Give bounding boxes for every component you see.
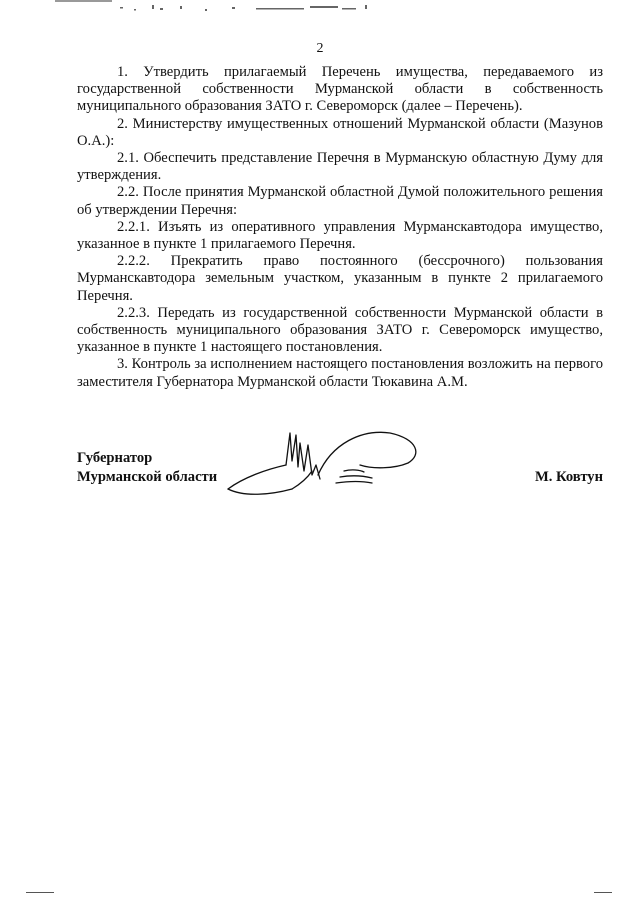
paragraph-2-2: 2.2. После принятия Мурманской областной Думой положительного решения об утверждении Перечня:	[77, 184, 603, 218]
paragraph-2-1: 2.1. Обеспечить представление Перечня в Мурманскую областную Думу для утверждения.	[77, 150, 603, 184]
signatory-name: М. Ковтун	[534, 469, 603, 485]
paragraph-2-2-1: 2.2.1. Изъять из оперативного управления Мурманскавтодора имущество, указанное в пункте 1 прилагаемого Перечня.	[77, 218, 603, 253]
paragraph-1: 1. Утвердить прилагаемый Перечень имущества, передаваемого из государственной собственности Мурманской области в собственность муниципального образования ЗАТО г. Североморск (далее – Перечень).	[77, 64, 603, 115]
signatory-title	[77, 449, 217, 487]
signatory-title-line2: Мурманской области	[77, 469, 218, 485]
signatory-title-line1: Губернатор	[77, 450, 153, 466]
paragraph-3: 3. Контроль за исполнением настоящего постановления возложить на первого заместителя Губернатора Мурманской области Тюкавина А.М.	[77, 356, 603, 390]
footer-mark-left	[26, 892, 54, 893]
document-body	[77, 64, 603, 391]
paragraph-2-2-2: 2.2.2. Прекратить право постоянного (бессрочного) пользования Мурманскавтодора земельным участком, указанным в пункте 2 прилагаемого Перечня.	[77, 253, 603, 304]
handwritten-signature	[222, 425, 422, 505]
footer-mark-right	[594, 892, 612, 893]
scan-artifact-header	[0, 0, 640, 20]
paragraph-2-2-3: 2.2.3. Передать из государственной собственности Мурманской области в собственность муниципального образования ЗАТО г. Североморск имущество, указанное в пункте 1 настоящего постановления.	[77, 304, 603, 356]
page-number: 2	[316, 41, 324, 56]
paragraph-2: 2. Министерству имущественных отношений Мурманской области (Мазунов О.А.):	[77, 115, 603, 149]
